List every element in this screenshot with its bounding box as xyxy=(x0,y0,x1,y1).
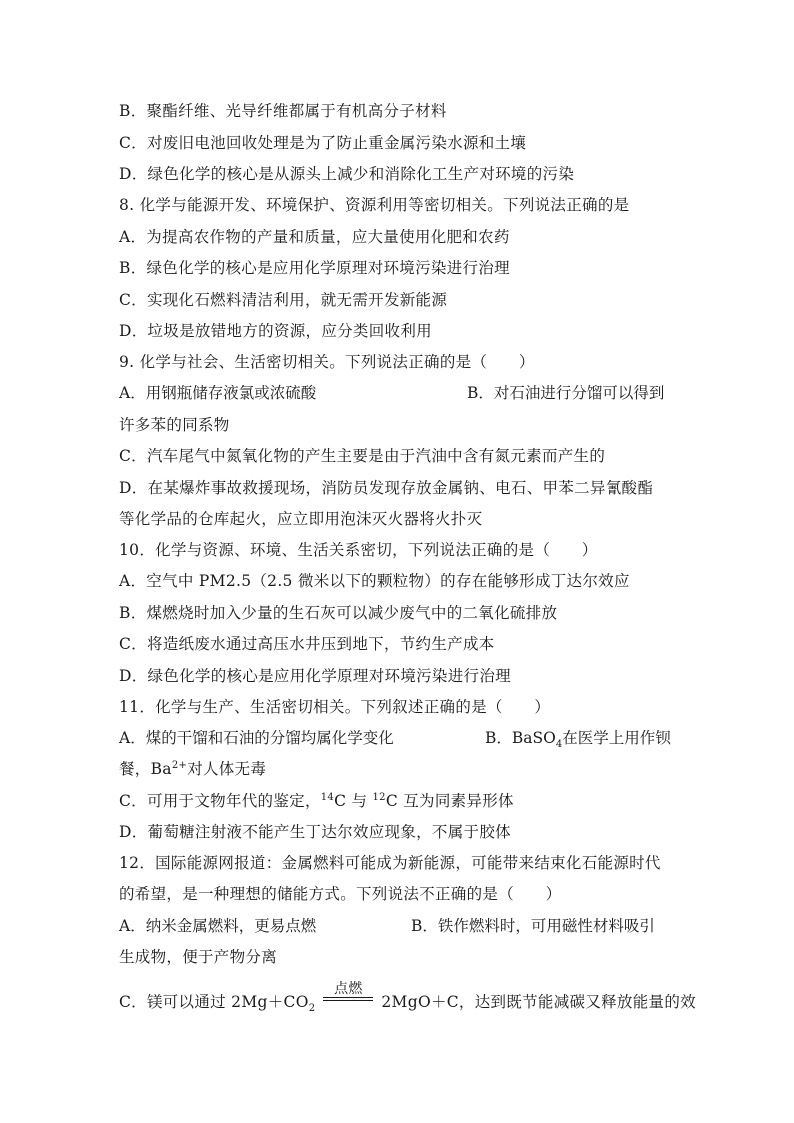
option-line: C．汽车尾气中氮氧化物的产生主要是由于汽油中含有氮元素而产生的 xyxy=(119,447,606,465)
option-row xyxy=(119,916,675,936)
option-line: B．煤燃烧时加入少量的生石灰可以减少废气中的二氧化硫排放 xyxy=(119,604,558,622)
option-line: C．可用于文物年代的鉴定，$^{14}$C 与 $^{12}$C 互为同素异形体 xyxy=(119,791,514,810)
question-10: 10．化学与资源、环境、生活关系密切，下列说法正确的是（ ） xyxy=(119,541,598,559)
option-b: B．铁作燃料时，可用磁性材料吸引 xyxy=(411,917,655,935)
option-line: D．在某爆炸事故救援现场，消防员发现存放金属钠、电石、甲苯二异氰酸酯 xyxy=(119,479,654,497)
option-line: 许多苯的同系物 xyxy=(119,416,230,434)
option-line: D．绿色化学的核心是应用化学原理对环境污染进行治理 xyxy=(119,667,511,685)
option-line: 生成物，便于产物分离 xyxy=(119,948,278,966)
option-line: 餐，$Ba^{2+}$对人体无毒 xyxy=(119,759,267,778)
option-line: C．对废旧电池回收处理是为了防止重金属污染水源和土壤 xyxy=(119,134,527,152)
option-a: A．煤的干馏和石油的分馏均属化学变化 xyxy=(119,729,394,747)
option-line: C．实现化石燃料清洁利用，就无需开发新能源 xyxy=(119,291,448,309)
option-b: B．对石油进行分馏可以得到 xyxy=(467,384,665,402)
option-line: B．聚酯纤维、光导纤维都属于有机高分子材料 xyxy=(119,102,447,120)
option-line: B．绿色化学的核心是应用化学原理对环境污染进行治理 xyxy=(119,259,510,277)
option-b: B．BaSO$_4$在医学上用作钡 xyxy=(485,729,671,751)
question-12-cont: 的希望，是一种理想的储能方式。下列说法不正确的是（ ） xyxy=(119,885,562,903)
equation-line: C．镁可以通过 $2Mg+CO_2$ 点燃 2MgO＋C，达到既节能减碳又释放能量的效 xyxy=(119,981,696,1015)
option-a: A．纳米金属燃料，更易点燃 xyxy=(119,917,317,935)
option-a: A．用钢瓶储存液氯或浓硫酸 xyxy=(119,384,317,402)
option-row xyxy=(119,728,675,751)
question-12: 12．国际能源网报道：金属燃料可能成为新能源，可能带来结束化石能源时代 xyxy=(119,854,661,872)
option-line: D．垃圾是放错地方的资源，应分类回收利用 xyxy=(119,322,432,340)
option-row xyxy=(119,383,675,403)
question-8: 8. 化学与能源开发、环境保护、资源利用等密切相关。下列说法正确的是 xyxy=(119,196,630,214)
option-line: D．葡萄糖注射液不能产生丁达尔效应现象，不属于胶体 xyxy=(119,823,511,841)
reaction-condition: 点燃 xyxy=(321,992,375,1012)
option-line: D．绿色化学的核心是从源头上减少和消除化工生产对环境的污染 xyxy=(119,165,575,183)
option-line: A．空气中 PM2.5（2.5 微米以下的颗粒物）的存在能够形成丁达尔效应 xyxy=(119,572,630,590)
question-9: 9. 化学与社会、生活密切相关。下列说法正确的是（ ） xyxy=(119,353,535,371)
option-line: 等化学品的仓库起火，应立即用泡沫灭火器将火扑灭 xyxy=(119,510,483,528)
question-11: 11．化学与生产、生活密切相关。下列叙述正确的是（ ） xyxy=(119,698,551,716)
option-line: C．将造纸废水通过高压水井压到地下，节约生产成本 xyxy=(119,635,495,653)
option-line: A．为提高农作物的产量和质量，应大量使用化肥和农药 xyxy=(119,228,510,246)
